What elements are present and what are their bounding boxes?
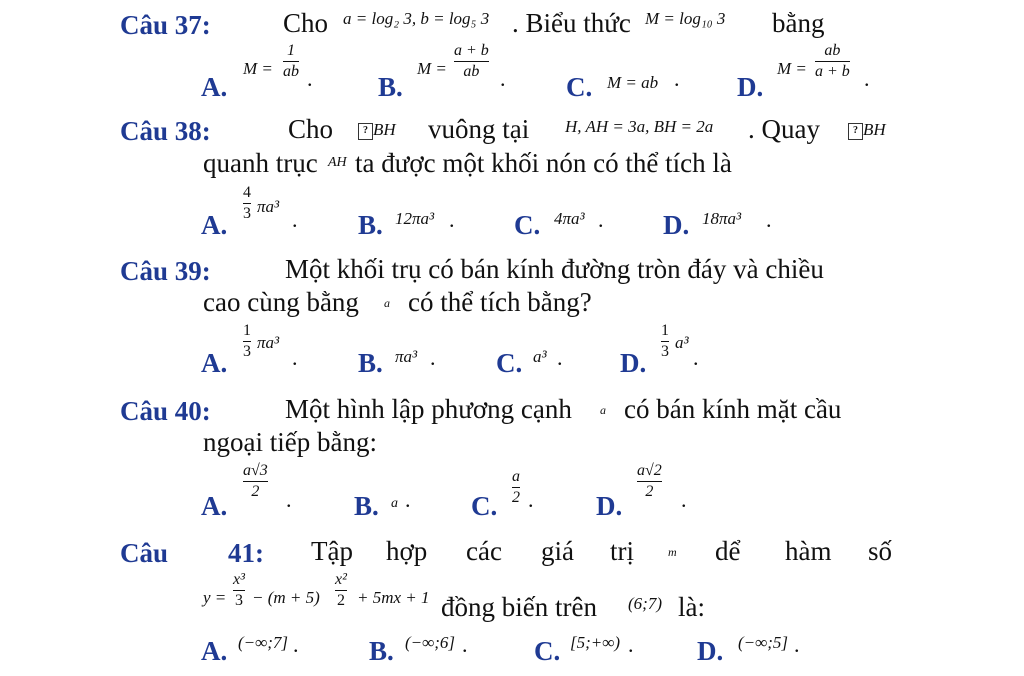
frac-numerator: a [512,468,520,485]
q38-option-a-rest: πa³ [257,197,280,216]
q41-text-dongbien: đồng biến trên [441,592,597,622]
q40-option-c-frac [512,468,520,506]
q41-word-gia: giá [541,536,574,566]
q41-option-d-dot: . [794,632,800,657]
q41-option-b-dot: . [462,632,468,657]
q38-option-b-expr: 12πa³ [395,209,435,228]
q39-option-a-rest: πa³ [257,333,280,352]
q40-option-a-dot: . [286,487,292,512]
q41-word-hop: hợp [386,536,428,566]
q41-option-d-expr: (−∞;5] [738,633,789,652]
q40-option-b-letter[interactable]: B. [354,491,379,521]
frac-numerator: x³ [233,571,245,588]
q39-option-c-letter[interactable]: C. [496,348,523,378]
frac-denominator: 3 [661,342,669,360]
q41-word-de: dể [715,536,741,566]
q37-option-d-letter[interactable]: D. [737,72,764,102]
q41-function-lhs: y = [203,588,227,607]
q40-label: Câu 40: [120,396,211,426]
frac-numerator: x² [335,571,347,588]
q39-option-c-dot: . [557,345,563,370]
q40-option-d-dot: . [681,487,687,512]
frac-denominator: 2 [336,591,345,609]
q39-option-b-letter[interactable]: B. [358,348,383,378]
q37-expr: M = log₁₀ 3 [645,9,726,28]
q40-option-c-dot: . [528,487,534,512]
q40-option-b-dot: . [405,487,411,512]
frac-denominator: a + b [815,62,850,80]
q40-option-d-letter[interactable]: D. [596,491,623,521]
q40-option-c-letter[interactable]: C. [471,491,498,521]
q41-word-tri: trị [610,536,634,566]
q38-triangle: ? BH [358,121,396,140]
q39-label: Câu 39: [120,256,211,286]
frac-numerator: ab [824,42,841,59]
q38-option-b-letter[interactable]: B. [358,210,383,240]
frac-denominator: 2 [512,488,520,506]
q37-option-b-dot: . [500,66,506,91]
q38-option-a-letter[interactable]: A. [201,210,228,240]
q40-text-line1: Một hình lập phương cạnh [285,394,572,424]
q41-number: 41: [228,538,264,568]
q38-option-a-frac [243,184,251,222]
q41-option-a-expr: (−∞;7] [238,633,289,652]
q37-option-d-lhs: M = [777,59,807,78]
q39-option-d-rest: a³ [675,333,689,352]
q41-option-a-dot: . [293,632,299,657]
q37-option-d-dot: . [864,66,870,91]
q41-option-d-letter[interactable]: D. [697,636,724,666]
q41-function-frac-1 [233,571,245,609]
q39-option-d-frac [661,322,669,360]
q39-option-b-dot: . [430,345,436,370]
q41-var-m: m [668,545,677,559]
q38-text-rest: ta được một khối nón có thể tích là [355,148,732,178]
frac-numerator: a√3 [243,462,268,479]
q41-word-tap: Tập [311,536,353,566]
q41-word-cac: các [466,536,502,566]
q38-option-a-dot: . [292,207,298,232]
q39-option-c-expr: a³ [533,347,547,366]
triangle-icon: ? [848,123,863,140]
q38-text-quay: . Quay [748,114,820,144]
q37-option-c-letter[interactable]: C. [566,72,593,102]
q37-label: Câu 37: [120,10,211,40]
q41-word-ham: hàm [785,536,832,566]
frac-denominator: 3 [243,204,251,222]
q41-function-mid: − (m + 5) [252,588,320,607]
q38-condition: H, AH = 3a, BH = 2a [565,117,714,136]
triangle-icon: ? [358,123,373,140]
q37-option-b-lhs: M = [417,59,447,78]
q40-option-b-expr: a [391,496,398,511]
frac-numerator: 1 [661,322,669,339]
q37-option-a-dot: . [307,66,313,91]
q37-option-a-frac [283,42,299,80]
q38-option-c-dot: . [598,207,604,232]
q41-function-end: + 5mx + 1 [357,588,430,607]
q37-text-bieuthuc: . Biểu thức [512,8,631,38]
q40-option-d-frac [637,462,662,500]
q39-text-line2: cao cùng bằng [203,287,359,317]
q38-option-d-dot: . [766,207,772,232]
q38-axis: AH [328,155,347,170]
q39-option-a-dot: . [292,345,298,370]
q39-text-line1: Một khối trụ có bán kính đường tròn đáy và chiều [285,254,824,284]
q39-option-b-expr: πa³ [395,347,418,366]
q38-triangle-2: ? BH [848,121,886,140]
q37-option-a-letter[interactable]: A. [201,72,228,102]
q41-function-frac-2 [335,571,347,609]
q40-text-line1b: có bán kính mặt cầu [624,394,842,424]
q38-option-c-letter[interactable]: C. [514,210,541,240]
q39-option-d-letter[interactable]: D. [620,348,647,378]
q40-var-a: a [600,403,606,417]
q41-option-c-letter[interactable]: C. [534,636,561,666]
frac-denominator: 2 [251,482,260,500]
q40-option-a-letter[interactable]: A. [201,491,228,521]
q37-option-b-letter[interactable]: B. [378,72,403,102]
q40-option-a-frac [243,462,268,500]
frac-denominator: 3 [234,591,243,609]
q41-option-c-dot: . [628,632,634,657]
q38-option-b-dot: . [449,207,455,232]
q39-text-line2b: có thể tích bằng? [408,287,592,317]
q41-word-so: số [868,536,893,566]
frac-denominator: ab [283,62,299,80]
q38-text-vuongtai: vuông tại [428,114,530,144]
q39-option-a-frac [243,322,251,360]
q41-option-a-letter[interactable]: A. [201,636,228,666]
q41-option-b-letter[interactable]: B. [369,636,394,666]
q38-text-quanhtruc: quanh trục [203,148,318,178]
frac-denominator: 2 [645,482,654,500]
frac-numerator: 4 [243,184,251,201]
q37-option-a-lhs: M = [243,59,273,78]
q37-text-cho: Cho [283,8,329,38]
frac-numerator: 1 [243,322,251,339]
q39-var-a: a [384,296,390,310]
q38-text-cho: Cho [288,114,334,144]
q37-option-b-frac [454,42,489,80]
q39-option-a-letter[interactable]: A. [201,348,228,378]
q41-interval: (6;7) [628,594,662,613]
q38-option-d-expr: 18πa³ [702,209,742,228]
q37-option-c-dot: . [674,66,680,91]
q37-given: a = log₂ 3, b = log₅ 3 [343,9,490,28]
q40-text-line2: ngoại tiếp bằng: [203,427,377,457]
q38-option-c-expr: 4πa³ [554,209,585,228]
frac-numerator: a + b [454,42,489,59]
q38-label: Câu 38: [120,116,211,146]
q38-option-d-letter[interactable]: D. [663,210,690,240]
q41-option-c-expr: [5;+∞) [570,633,621,652]
q41-label: Câu [120,538,169,568]
frac-numerator: a√2 [637,462,662,479]
frac-denominator: 3 [243,342,251,360]
q39-option-d-dot: . [693,345,699,370]
q41-text-la: là: [678,592,705,622]
q37-text-bang: bằng [772,8,825,38]
q41-option-b-expr: (−∞;6] [405,633,456,652]
frac-numerator: 1 [287,42,295,59]
q37-option-d-frac [815,42,850,80]
q37-option-c-expr: M = ab [607,73,659,92]
frac-denominator: ab [463,62,480,80]
